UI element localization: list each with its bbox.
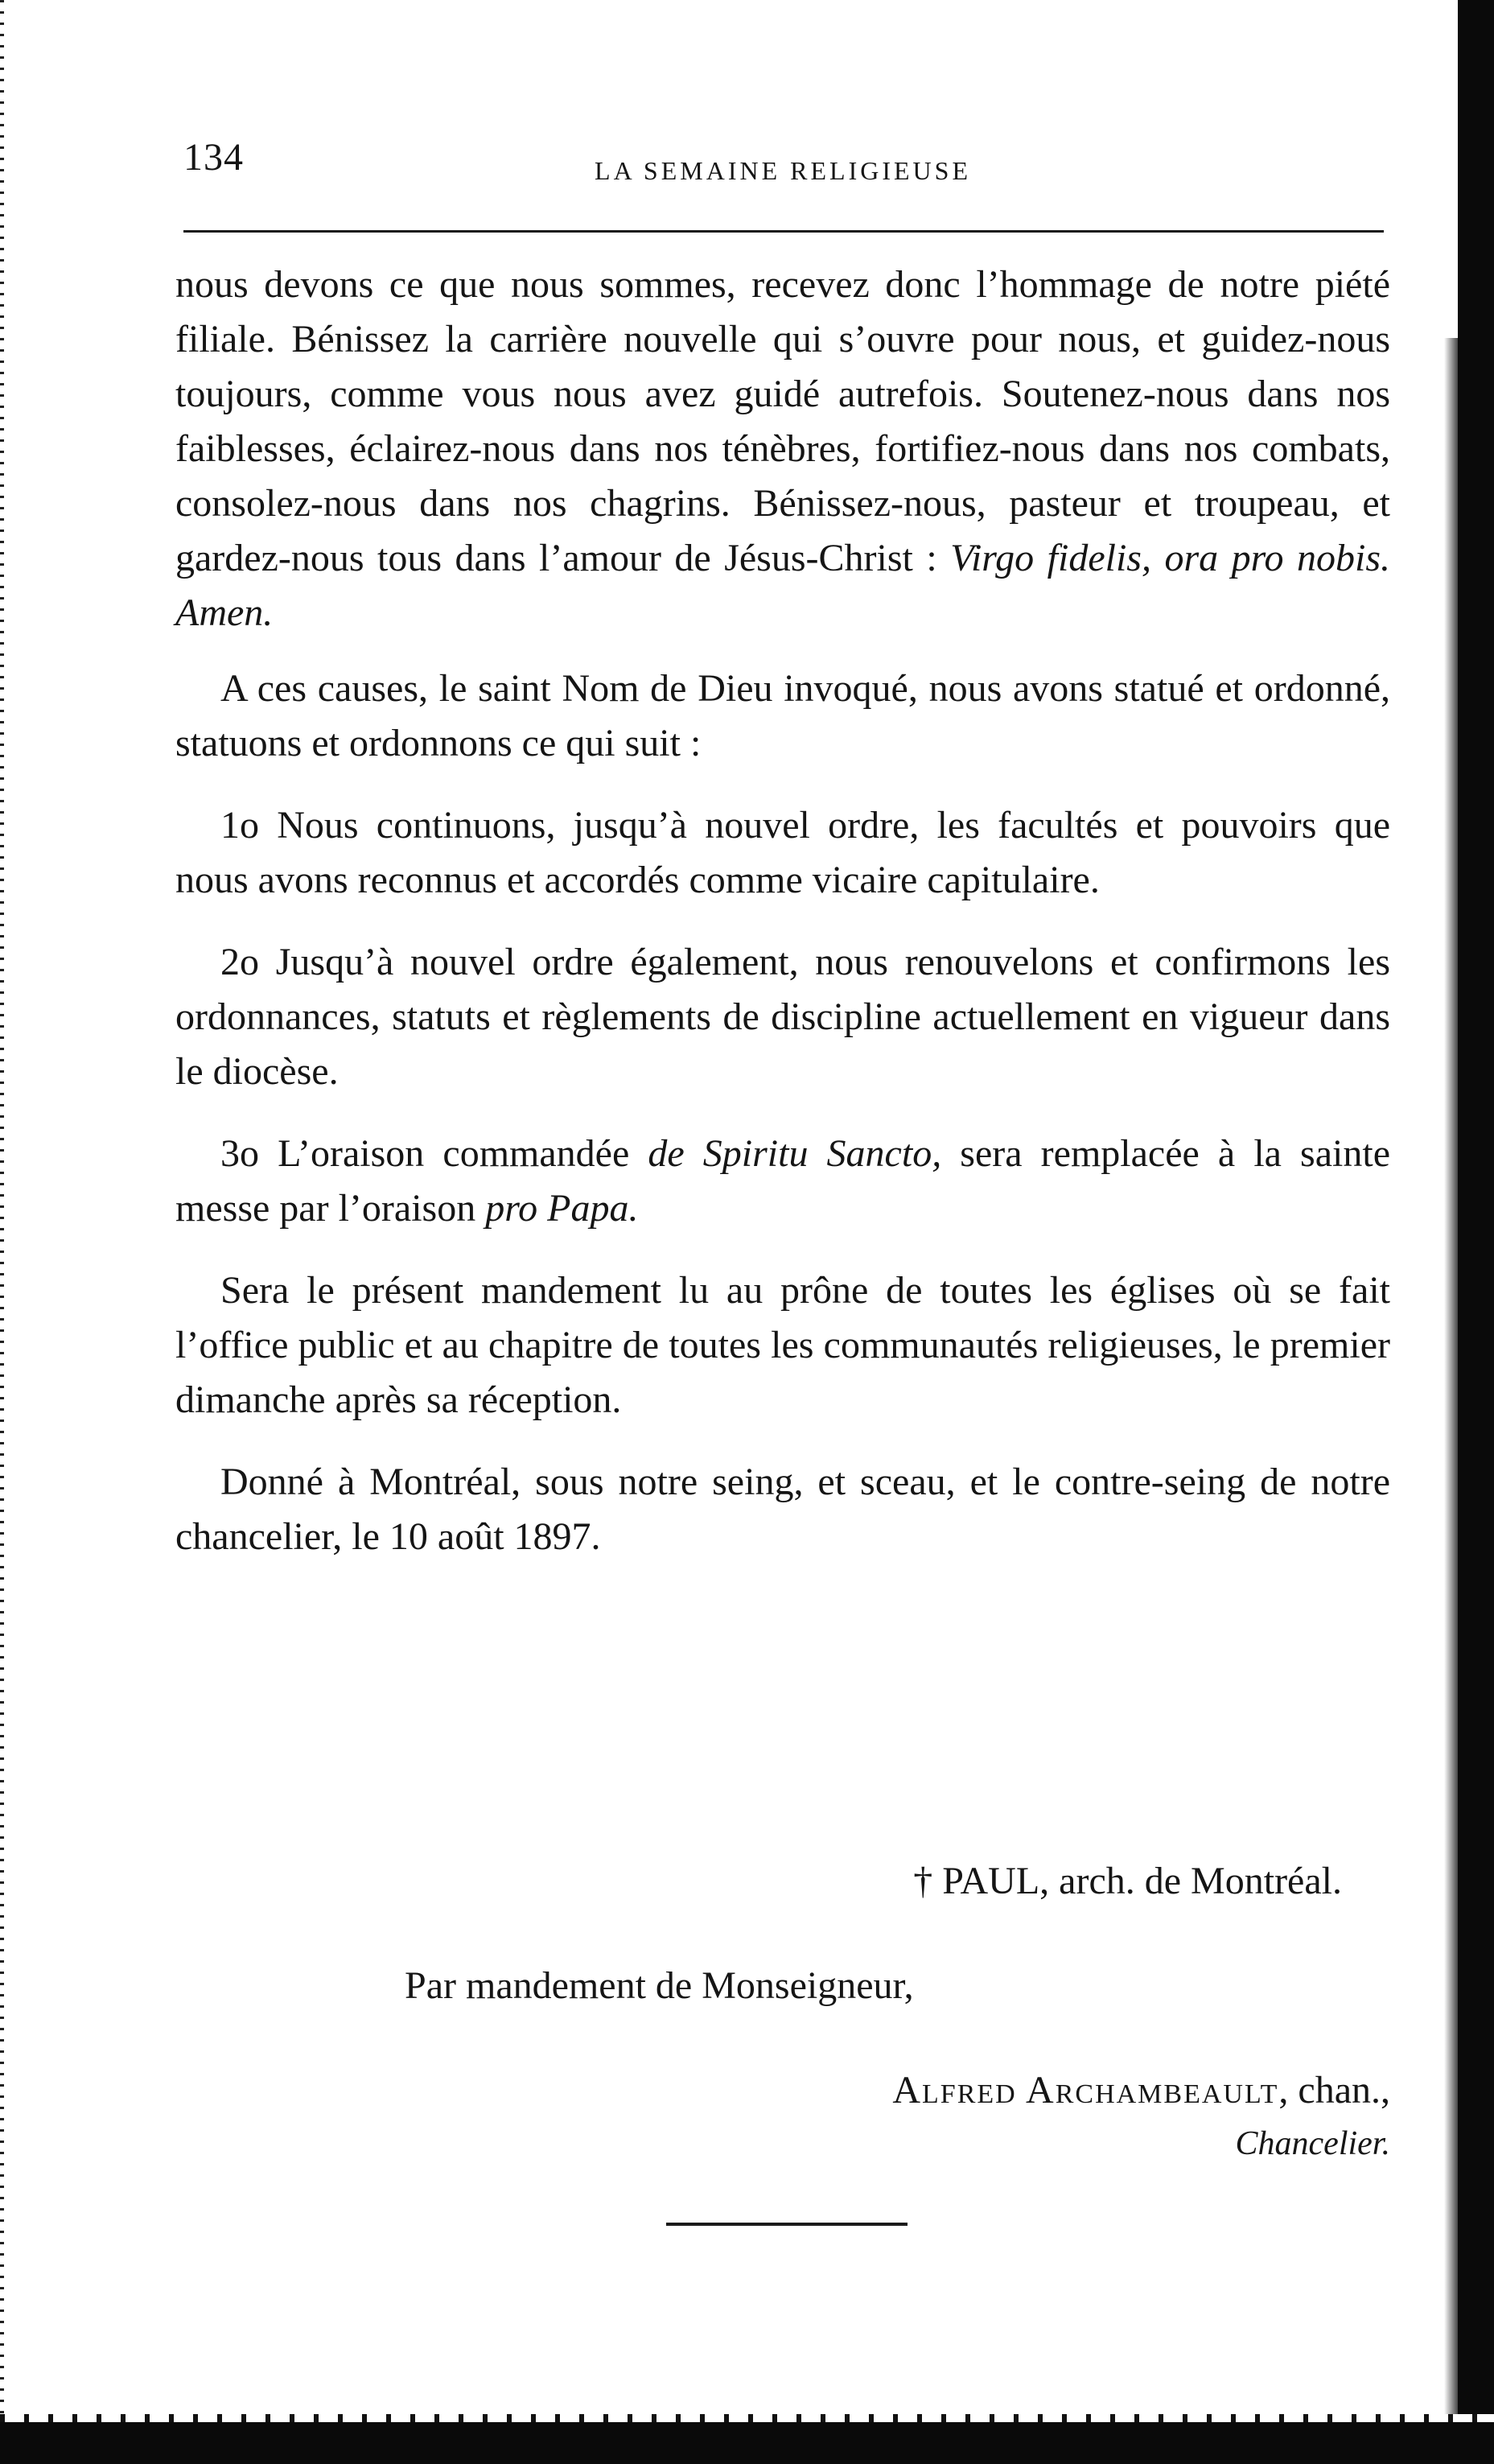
paragraph-article-3 — [175, 1127, 1390, 1236]
paragraph-article-2: 2o Jusqu’à nouvel ordre également, nous renouvelons et confirmons les ordonnances, statuts et règlements de discipline actuellement en vigueur dans le diocèse. — [175, 941, 1390, 1093]
end-rule — [666, 2223, 908, 2226]
page-number: 134 — [183, 136, 244, 179]
paragraph-prayer-text: nous devons ce que nous sommes, recevez donc l’hommage de notre piété filiale. Bénissez la carrière nouvelle qui s’ouvre pour nous, et guidez-nous toujours, comme vous nous avez guidé autrefois. Soutenez-nous dans nos faiblesses, éclairez-nous dans nos ténèbres, fortifiez-nous dans nos combats, consolez-nous dans nos chagrins. Bénissez-nous, pasteur et troupeau, et gardez-nous tous dans l’amour de Jésus-Christ : — [175, 263, 1390, 579]
paragraph-article-1: 1o Nous continuons, jusqu’à nouvel ordre, les facultés et pouvoirs que nous avons reconnus et accordés comme vicaire capitulaire. — [175, 804, 1390, 901]
paragraph-causes: A ces causes, le saint Nom de Dieu invoqué, nous avons statué et ordonné, statuons et ordonnons ce qui suit : — [175, 667, 1390, 764]
latin-pro-papa: pro Papa. — [485, 1187, 639, 1230]
document-body — [175, 258, 1390, 1592]
signature-archbishop: † PAUL, arch. de Montréal. — [913, 1860, 1342, 1902]
article-3-text-a: 3o L’oraison commandée — [220, 1132, 630, 1175]
scan-right-border — [1458, 0, 1494, 2464]
chancellor-suffix: , chan., — [1278, 2069, 1390, 2112]
paragraph-publication: Sera le présent mandement lu au prône de toutes les églises où se fait l’office public et au chapitre de toutes les communautés religieuses, le premier dimanche après sa réception. — [175, 1269, 1390, 1421]
paragraph-given-at: Donné à Montréal, sous notre seing, et sceau, et le contre-seing de notre chancelier, le 10 août 1897. — [175, 1461, 1390, 1558]
running-title: LA SEMAINE RELIGIEUSE — [595, 156, 971, 185]
page-header — [175, 121, 1390, 193]
scan-left-edge — [0, 0, 4, 2414]
latin-invocation: Virgo fidelis, ora pro nobis. Amen. — [175, 537, 1391, 634]
chancellor-name: Alfred Archambeault — [892, 2069, 1279, 2112]
chancellor-title: Chancelier. — [1235, 2125, 1390, 2162]
paragraph-prayer — [175, 258, 1390, 641]
article-3-text-b: sera remplacée à la sainte messe par l’oraison — [175, 1132, 1391, 1230]
signature-chancellor — [892, 2068, 1390, 2112]
document-page — [175, 121, 1390, 2406]
header-rule — [183, 230, 1384, 233]
mandate-line: Par mandement de Monseigneur, — [405, 1964, 914, 2007]
scan-bottom-border — [0, 2421, 1494, 2464]
latin-spiritu-sancto: de Spiritu Sancto, — [648, 1132, 942, 1175]
